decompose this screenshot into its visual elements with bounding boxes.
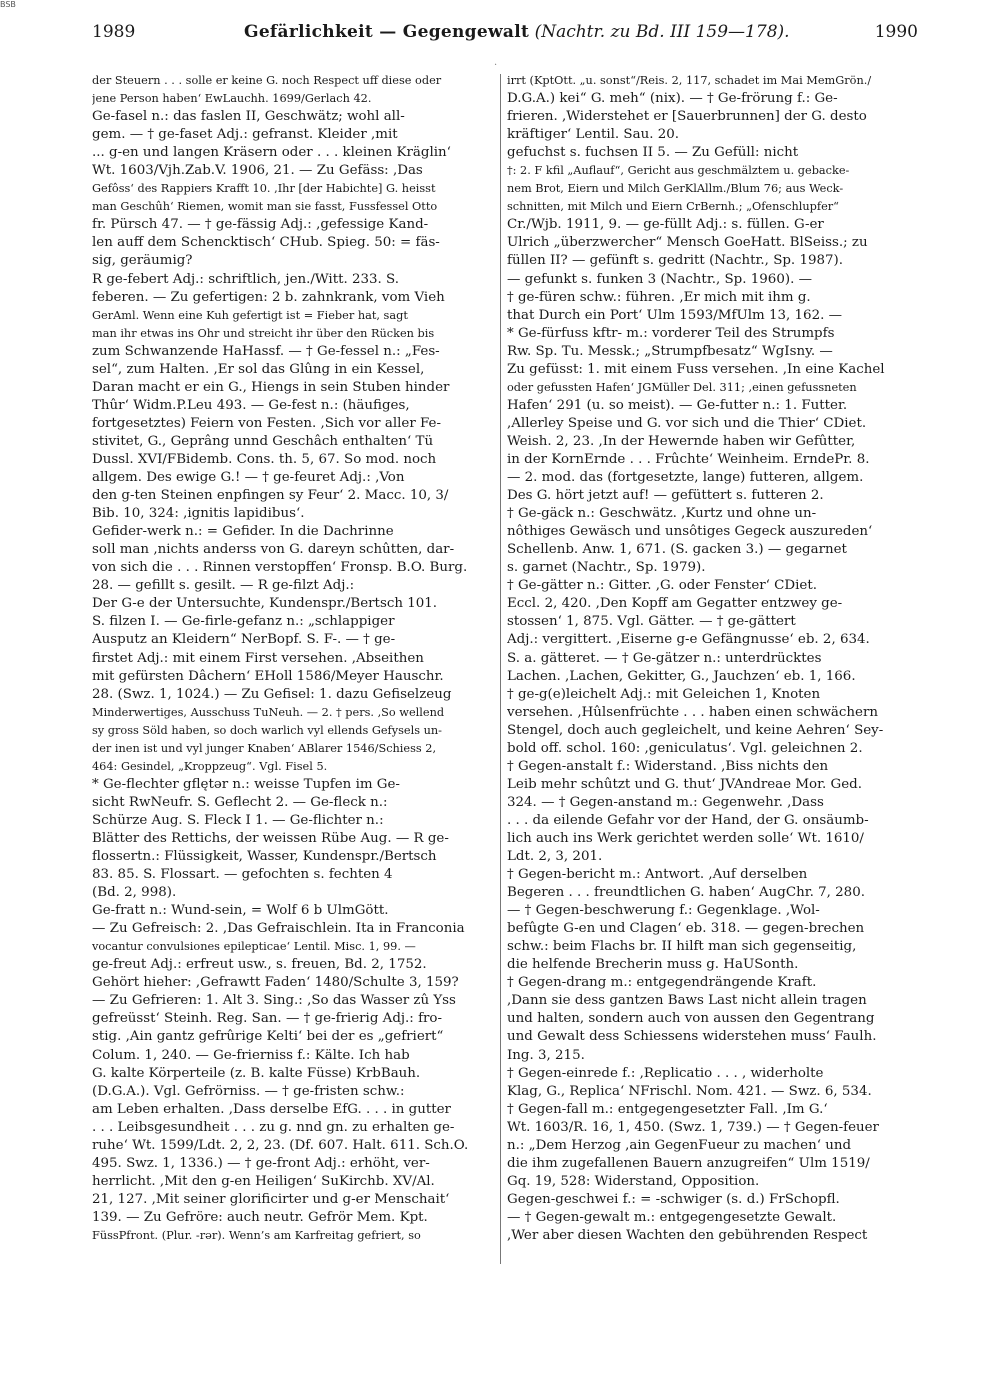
text-line: Weish. 2, 23. ,In der Hewernde haben wir Gefûtter, bbox=[507, 433, 856, 449]
text-line: fr. Pürsch 47. — † ge-fässig Adj.: ,gefessige Kand- bbox=[92, 217, 429, 233]
text-line: Schürze Aug. S. Fleck I 1. — Ge-flichter n.: bbox=[92, 812, 384, 828]
text-line: gefuchst s. fuchsen II 5. — Zu Gefüll: nicht bbox=[507, 145, 799, 161]
text-line: . . . da eilende Gefahr vor der Hand, der G. onsäumb- bbox=[507, 812, 869, 828]
text-line: Zu gefüsst: 1. mit einem Fuss versehen. ,In eine Kachel bbox=[507, 361, 885, 377]
column-divider bbox=[500, 74, 501, 1264]
text-line: nem Brot, Eiern und Milch GerKlAllm./Blum 76; aus Weck- bbox=[507, 182, 844, 196]
page-number-right: 1990 bbox=[874, 22, 918, 42]
text-line: sicht RwNeufr. S. Geflecht 2. — Ge-fleck n.: bbox=[92, 794, 388, 810]
text-line: feberen. — Zu gefertigen: 2 b. zahnkrank, vom Vieh bbox=[92, 289, 445, 305]
text-line: Der G-e der Untersuchte, Kundenspr./Bertsch 101. bbox=[92, 596, 438, 612]
text-line: Begeren . . . freundtlichen G. haben‘ AugChr. 7, 280. bbox=[507, 885, 865, 901]
text-line: ruhe‘ Wt. 1599/Ldt. 2, 2, 23. (Df. 607. Halt. 611. Sch.O. bbox=[92, 1137, 469, 1153]
text-line: — † Gegen-gewalt m.: entgegengesetzte Gewalt. bbox=[507, 1209, 837, 1225]
text-line: — † Gegen-beschwerung f.: Gegenklage. ,Wol- bbox=[507, 903, 820, 919]
text-line: herrlicht. ,Mit den g-en Heiligen‘ SuKirchb. XV/Al. bbox=[92, 1173, 435, 1189]
text-line: der inen ist und vyl junger Knaben‘ ABlarer 1546/Schiess 2, bbox=[92, 741, 437, 755]
text-line: am Leben erhalten. ,Dass derselbe EfG. . . . in gutter bbox=[92, 1101, 451, 1117]
text-line: ... g-en und langen Kräsern oder . . . kleinen Kräglin‘ bbox=[92, 145, 451, 161]
text-line: D.G.A.) kei“ G. meh“ (nix). — † Ge-frörung f.: Ge- bbox=[507, 91, 838, 107]
text-line: Gefôss‘ des Rappiers Krafft 10. ,Ihr [der Habichte] G. heisst bbox=[92, 182, 436, 196]
text-line: * Ge-fürfuss kftr- m.: vorderer Teil des Strumpfs bbox=[507, 325, 835, 341]
text-line: — gefunkt s. funken 3 (Nachtr., Sp. 1960). — bbox=[507, 271, 812, 287]
text-line: den g-ten Steinen enpfingen sy Feur‘ 2. Macc. 10, 3/ bbox=[92, 488, 449, 504]
text-line: † Gegen-einrede f.: ,Replicatio . . . , widerholte bbox=[507, 1065, 824, 1081]
text-line: that Durch ein Port‘ Ulm 1593/MfUlm 13, 162. — bbox=[507, 307, 842, 323]
text-line: Klag, G., Replica‘ NFrischl. Nom. 421. — Swz. 6, 534. bbox=[507, 1083, 872, 1099]
text-line: lich auch ins Werk gerichtet werden solle‘ Wt. 1610/ bbox=[507, 830, 864, 846]
text-line: Leib mehr schûtzt und G. thut‘ JVAndreae Mor. Ged. bbox=[507, 776, 863, 792]
text-line: 324. — † Gegen-anstand m.: Gegenwehr. ,Dass bbox=[507, 794, 824, 810]
text-line: † Gegen-fall m.: entgegengesetzter Fall. ,Im G.‘ bbox=[507, 1101, 828, 1117]
text-line: Hafen‘ 291 (u. so meist). — Ge-futter n.: 1. Futter. bbox=[507, 397, 848, 413]
text-line: bold off. schol. 160: ,geniculatus‘. Vgl. geleichnen 2. bbox=[507, 740, 863, 756]
text-line: kräftiger‘ Lentil. Sau. 20. bbox=[507, 127, 680, 143]
text-line: Dussl. XVI/FBidemb. Cons. th. 5, 67. So mod. noch bbox=[92, 451, 437, 467]
text-line: Cr./Wjb. 1911, 9. — ge-füllt Adj.: s. füllen. G-er bbox=[507, 217, 824, 233]
text-line: Ausputz an Kleidern“ NerBopf. S. F-. — † ge- bbox=[92, 632, 396, 648]
library-stamp: BSB bbox=[0, 0, 16, 9]
text-line: man ihr etwas ins Ohr und streicht ihr über den Rücken bis bbox=[92, 326, 435, 340]
text-line: und Gewalt dess Schiessens widerstehen muss‘ Faulh. bbox=[507, 1029, 877, 1045]
text-line: Lachen. ,Lachen, Gekitter, G., Jauchzen‘ eb. 1, 166. bbox=[507, 668, 856, 684]
text-line: sig, geräumig? bbox=[92, 253, 193, 269]
text-line: n.: „Dem Herzog ,ain GegenFueur zu machen‘ und bbox=[507, 1137, 852, 1153]
text-line: Ge-fratt n.: Wund-sein, = Wolf 6 b UlmGött. bbox=[92, 903, 389, 919]
text-line: in der KornErnde . . . Frûchte‘ Weinheim. ErndePr. 8. bbox=[507, 451, 870, 467]
text-line: . . . Leibsgesundheit . . . zu g. nnd gn. zu erhalten ge- bbox=[92, 1119, 455, 1135]
text-line: Colum. 1, 240. — Ge-frierniss f.: Kälte. Ich hab bbox=[92, 1047, 410, 1063]
text-line: die ihm zugefallenen Bauern anzugreifen“ Ulm 1519/ bbox=[507, 1155, 870, 1171]
text-line: Minderwertiges, Ausschuss TuNeuh. — 2. † pers. ,So wellend bbox=[92, 705, 445, 719]
text-line: soll man ,nichts anderss von G. dareyn schûtten, dar- bbox=[92, 542, 455, 558]
text-line: sy gross Söld haben, so doch warlich vyl ellends Gefysels un- bbox=[92, 723, 442, 737]
text-line: flossertn.: Flüssigkeit, Wasser, Kundenspr./Bertsch bbox=[92, 849, 437, 865]
text-line: † Gegen-bericht m.: Antwort. ,Auf derselben bbox=[507, 867, 808, 883]
text-line: S. a. gätteret. — † Ge-gätzer n.: unterdrücktes bbox=[507, 650, 822, 666]
text-line: Ge-fasel n.: das faslen II, Geschwätz; wohl all- bbox=[92, 109, 405, 125]
text-line: allgem. Des ewige G.! — † ge-feuret Adj.: ,Von bbox=[92, 470, 405, 486]
text-line: (Bd. 2, 998). bbox=[92, 885, 177, 901]
text-line: Wt. 1603/Vjh.Zab.V. 1906, 21. — Zu Gefäss: ,Das bbox=[92, 163, 423, 179]
center-mark: · bbox=[494, 60, 498, 71]
text-line: Ulrich „überzwercher“ Mensch GoeHatt. BlSeiss.; zu bbox=[507, 235, 868, 251]
text-line: 83. 85. S. Flossart. — gefochten s. fechten 4 bbox=[92, 867, 393, 883]
text-line: nôthiges Gewäsch und unsôtiges Gegeck auszureden‘ bbox=[507, 524, 873, 540]
text-line: Wt. 1603/R. 16, 1, 450. (Swz. 1, 739.) — † Gegen-feuer bbox=[507, 1119, 879, 1135]
text-line: — 2. mod. das (fortgesetzte, lange) futteren, allgem. bbox=[507, 470, 864, 486]
text-line: ge-freut Adj.: erfreut usw., s. freuen, Bd. 2, 1752. bbox=[92, 957, 427, 973]
page-header bbox=[92, 22, 918, 46]
text-line: † ge-g(e)leichelt Adj.: mit Geleichen 1, Knoten bbox=[507, 686, 821, 702]
text-line: gefreüsst‘ Steinh. Reg. San. — † ge-frierig Adj.: fro- bbox=[92, 1011, 443, 1027]
headword-range-text: Gefärlichkeit — Gegengewalt bbox=[244, 22, 530, 42]
text-line: Ldt. 2, 3, 201. bbox=[507, 849, 603, 865]
text-line: 28. (Swz. 1, 1024.) — Zu Gefisel: 1. dazu Gefiselzeug bbox=[92, 686, 452, 702]
text-line: Eccl. 2, 420. ,Den Kopff am Gegatter entzwey ge- bbox=[507, 596, 843, 612]
text-line: * Ge-flechter gflętər n.: weisse Tupfen im Ge- bbox=[92, 776, 400, 792]
text-line: R ge-febert Adj.: schriftlich, jen./Witt. 233. S. bbox=[92, 271, 399, 287]
text-line: s. garnet (Nachtr., Sp. 1979). bbox=[507, 560, 706, 576]
text-line: oder gefussten Hafen‘ JGMüller Del. 311; ,einen gefussneten bbox=[507, 380, 857, 394]
text-line: stossen‘ 1, 875. Vgl. Gätter. — † ge-gättert bbox=[507, 614, 796, 630]
text-line: 495. Swz. 1, 1336.) — † ge-front Adj.: erhöht, ver- bbox=[92, 1155, 430, 1171]
text-line: Ing. 3, 215. bbox=[507, 1047, 585, 1063]
text-line: Gefider-werk n.: = Gefider. In die Dachrinne bbox=[92, 524, 394, 540]
text-line: und halten, sondern auch von aussen den Gegentrang bbox=[507, 1011, 875, 1027]
text-line: — Zu Gefreisch: 2. ,Das Gefraischlein. Ita in Franconia bbox=[92, 921, 465, 937]
text-line: man Geschûh‘ Riemen, womit man sie fasst, Fussfessel Otto bbox=[92, 200, 438, 214]
headword-range bbox=[244, 22, 790, 42]
text-line: jene Person haben‘ EwLauchh. 1699/Gerlach 42. bbox=[92, 92, 372, 106]
text-line: † Ge-gäck n.: Geschwätz. ,Kurtz und ohne un- bbox=[507, 506, 817, 522]
text-line: stivitet, G., Geprâng unnd Geschâch enthalten‘ Tü bbox=[92, 433, 434, 449]
text-line: 139. — Zu Gefröre: auch neutr. Gefrör Mem. Kpt. bbox=[92, 1209, 428, 1225]
text-line: Rw. Sp. Tu. Messk.; „Strumpfbesatz“ WgIsny. — bbox=[507, 343, 833, 359]
text-line: Daran macht er ein G., Hiengs in sein Stuben hinder bbox=[92, 379, 450, 395]
text-line: befûgte G-en und Clagen‘ eb. 318. — gegen-brechen bbox=[507, 921, 865, 937]
text-line: Gegen-geschwei f.: = -schwiger (s. d.) FrSchopfl. bbox=[507, 1191, 840, 1207]
text-line: Thûr‘ Widm.P.Leu 493. — Ge-fest n.: (häufiges, bbox=[92, 397, 410, 413]
text-line: ,Allerley Speise und G. vor sich und die Thier‘ CDiet. bbox=[507, 415, 867, 431]
text-line: ,Dann sie dess gantzen Baws Last nicht allein tragen bbox=[507, 993, 867, 1009]
supplement-reference: (Nachtr. zu Bd. III 159—178). bbox=[534, 22, 790, 42]
text-line: der Steuern . . . solle er keine G. noch Respect uff diese oder bbox=[92, 74, 442, 87]
text-line: stig. ,Ain gantz gefrûrige Kelti‘ bei der es „gefriert“ bbox=[92, 1029, 444, 1045]
text-line: ,Wer aber diesen Wachten den gebührenden Respect bbox=[507, 1228, 868, 1243]
page-number-left: 1989 bbox=[92, 22, 136, 42]
text-line: Adj.: vergittert. ,Eiserne g-e Gefängnusse‘ eb. 2, 634. bbox=[507, 632, 870, 648]
text-line: Gehört hieher: ,Gefrawtt Faden‘ 1480/Schulte 3, 159? bbox=[92, 975, 459, 991]
text-line: (D.G.A.). Vgl. Gefrörniss. — † ge-fristen schw.: bbox=[92, 1083, 405, 1099]
text-line: G. kalte Körperteile (z. B. kalte Füsse) KrbBauh. bbox=[92, 1065, 421, 1081]
text-line: len auff dem Schencktisch‘ CHub. Spieg. 50: = fäs- bbox=[92, 235, 440, 251]
text-line: schw.: beim Flachs br. II hilft man sich gegenseitig, bbox=[507, 939, 857, 955]
text-line: Stengel, doch auch gegleichelt, und keine Aehren‘ Sey- bbox=[507, 722, 884, 738]
text-line: vocantur convulsiones epilepticae‘ Lentil. Misc. 1, 99. — bbox=[92, 940, 416, 954]
text-line: † Ge-gätter n.: Gitter. ,G. oder Fenster‘ CDiet. bbox=[507, 578, 817, 594]
text-line: von sich die . . . Rinnen verstopffen‘ Fronsp. B.O. Burg. bbox=[92, 560, 468, 576]
text-line: S. filzen I. — Ge-firle-gefanz n.: „schlappiger bbox=[92, 614, 395, 630]
text-line: die helfende Brecherin muss g. HaUSonth. bbox=[507, 957, 799, 973]
text-line: mit gefürsten Dâchern‘ EHoll 1586/Meyer Hauschr. bbox=[92, 668, 444, 684]
text-line: firstet Adj.: mit einem First versehen. ,Abseithen bbox=[92, 650, 424, 666]
text-line: 28. — gefillt s. gesilt. — R ge-filzt Adj.: bbox=[92, 578, 355, 594]
right-column bbox=[507, 72, 919, 1245]
text-line: † Gegen-drang m.: entgegendrängende Kraft. bbox=[507, 975, 817, 991]
text-line: Des G. hört jetzt auf! — gefüttert s. futteren 2. bbox=[507, 488, 824, 504]
text-line: 21, 127. ,Mit seiner glorificirter und g-er Menschait‘ bbox=[92, 1191, 450, 1207]
text-line: schnitten, mit Milch und Eiern CrBernh.; „Ofenschlupfer“ bbox=[507, 200, 839, 214]
text-line: † Gegen-anstalt f.: Widerstand. ,Biss nichts den bbox=[507, 758, 829, 774]
text-line: GerAml. Wenn eine Kuh gefertigt ist = Fieber hat, sagt bbox=[92, 308, 408, 322]
text-line: gem. — † ge-faset Adj.: gefranst. Kleider ,mit bbox=[92, 127, 398, 143]
text-line: zum Schwanzende HaHassf. — † Ge-fessel n.: „Fes- bbox=[92, 343, 440, 359]
left-column bbox=[92, 72, 504, 1245]
text-line: Schellenb. Anw. 1, 671. (S. gacken 3.) — gegarnet bbox=[507, 542, 847, 558]
text-line: frieren. ,Widerstehet er [Sauerbrunnen] der G. desto bbox=[507, 109, 867, 125]
text-line: Gq. 19, 528: Widerstand, Opposition. bbox=[507, 1173, 760, 1189]
text-line: sel“, zum Halten. ,Er sol das Glûng in ein Kessel, bbox=[92, 361, 425, 377]
text-line: irrt (KptOtt. „u. sonst“/Reis. 2, 117, schadet im Mai MemGrön./ bbox=[507, 74, 872, 87]
text-line: FüssPfront. (Plur. -rər). Wenn’s am Karfreitag gefriert, so bbox=[92, 1229, 421, 1242]
text-line: — Zu Gefrieren: 1. Alt 3. Sing.: ,So das Wasser zû Yss bbox=[92, 993, 456, 1009]
text-line: füllen II? — gefünft s. gedritt (Nachtr., Sp. 1987). bbox=[507, 253, 844, 269]
text-line: fortgesetztes) Feiern von Festen. ,Sich vor aller Fe- bbox=[92, 415, 441, 431]
text-line: † ge-füren schw.: führen. ,Er mich mit ihm g. bbox=[507, 289, 811, 305]
text-line: 464: Gesindel, „Kroppzeug“. Vgl. Fisel 5. bbox=[92, 759, 328, 773]
text-line: versehen. ,Hûlsenfrüchte . . . haben einen schwächern bbox=[507, 704, 878, 720]
text-line: Bib. 10, 324: ,ignitis lapidibus‘. bbox=[92, 506, 305, 522]
text-line: †: 2. F kfil „Auflauf“, Gericht aus geschmälztem u. gebacke- bbox=[507, 164, 850, 178]
text-line: Blätter des Rettichs, der weissen Rübe Aug. — R ge- bbox=[92, 830, 449, 846]
